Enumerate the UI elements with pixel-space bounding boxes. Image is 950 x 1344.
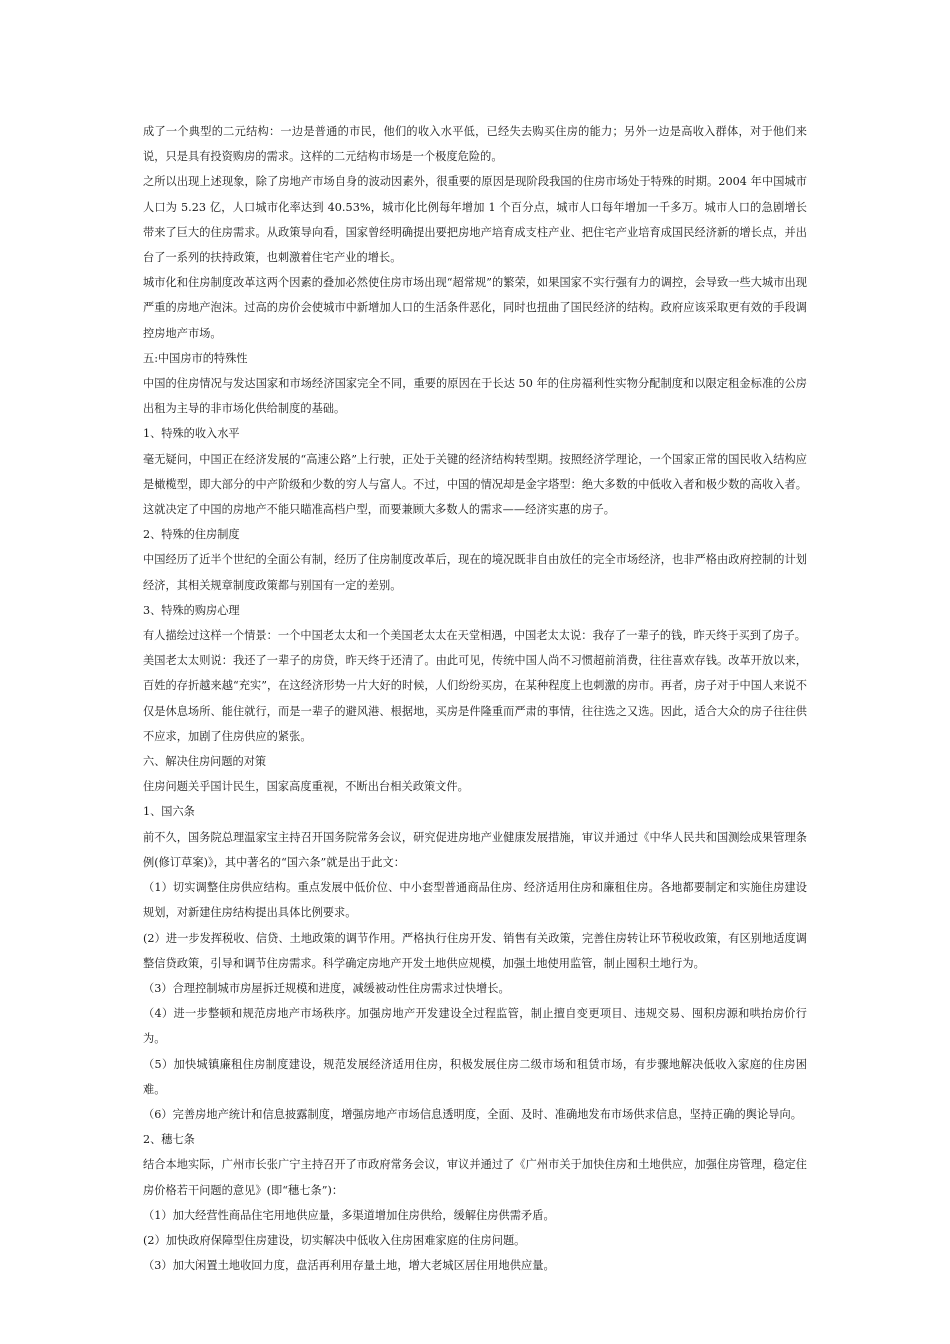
list-item-guo-2: (2）进一步发挥税收、信贷、土地政策的调节作用。严格执行住房开发、销售有关政策，完善住房转让环节税收政策，有区别地适度调整信贷政策，引导和调节住房需求。科学确定房地产开发土地供应规模，加强土地使用监管，制止囤积土地行为。: [143, 931, 807, 970]
paragraph-housing-bubble: 城市化和住房制度改革这两个因素的叠加必然使住房市场出现“超常规”的繁荣，如果国家不实行强有力的调控，会导致一些大城市出现严重的房地产泡沫。过高的房价会使城市中新增加人口的生活条件恶化，同时也扭曲了国民经济的结构。政府应该采取更有效的手段调控房地产市场。: [143, 276, 807, 340]
document-page: [143, 119, 807, 1278]
paragraph-policy-intro: 住房问题关乎国计民生，国家高度重视，不断出台相关政策文件。: [143, 780, 469, 794]
list-item-guo-5: （5）加快城镇廉租住房制度建设，规范发展经济适用住房，积极发展住房二级市场和租赁市场，有步骤地解决低收入家庭的住房困难。: [143, 1057, 807, 1096]
paragraph-urbanization-cause: 之所以出现上述现象，除了房地产市场自身的波动因素外，很重要的原因是现阶段我国的住房市场处于特殊的时期。2004 年中国城市人口为 5.23 亿，人口城市化率达到 40.53%，城市化比例每年增加 1 个百分点，城市人口每年增加一千多万。城市人口的急剧增长带来了巨大的住房需求。从政策导向看，国家曾经明确提出要把房地产培育成支柱产业、把住宅产业培育成国民经济新的增长点，并出台了一系列的扶持政策，也刺激着住宅产业的增长。: [143, 175, 807, 265]
subheading-guo-liu-tiao: 1、国六条: [143, 805, 195, 819]
paragraph-housing-system: 中国经历了近半个世纪的全面公有制，经历了住房制度改革后，现在的境况既非自由放任的完全市场经济，也非严格由政府控制的计划经济，其相关规章制度政策都与别国有一定的差别。: [143, 553, 807, 592]
subheading-buying-psychology: 3、特殊的购房心理: [143, 603, 240, 617]
paragraph-story-line: 有人描绘过这样一个情景：一个中国老太太和一个美国老太太在天堂相遇，中国老太太说：我存了一辈子的钱，昨天终于买到了房子。: [143, 629, 807, 643]
paragraph-guo-liu-tiao-intro: 前不久，国务院总理温家宝主持召开国务院常务会议，研究促进房地产业健康发展措施，审议并通过《中华人民共和国测绘成果管理条例(修订草案)》，其中著名的“国六条”就是出于此文：: [143, 830, 807, 869]
paragraph-income-level: 毫无疑问，中国正在经济发展的“高速公路”上行驶，正处于关键的经济结构转型期。按照经济学理论，一个国家正常的国民收入结构应是橄榄型，即大部分的中产阶级和少数的穷人与富人。不过，中国的情况却是金字塔型：绝大多数的中低收入者和极少数的高收入者。这就决定了中国的房地产不能只瞄准高档户型，而要兼顾大多数人的需求——经济实惠的房子。: [143, 452, 807, 517]
list-item-sui-1: （1）加大经营性商品住宅用地供应量，多渠道增加住房供给，缓解住房供需矛盾。: [143, 1208, 555, 1222]
list-item-sui-2: (2）加快政府保障型住房建设，切实解决中低收入住房困难家庭的住房问题。: [143, 1233, 526, 1247]
paragraph-china-housing: 中国的住房情况与发达国家和市场经济国家完全不同，重要的原因在于长达 50 年的住房福利性实物分配制度和以限定租金标准的公房出租为主导的非市场化供给制度的基础。: [143, 377, 807, 416]
list-item-guo-6: （6）完善房地产统计和信息披露制度，增强房地产市场信息透明度，全面、及时、准确地发布市场供求信息，坚持正确的舆论导向。: [143, 1107, 802, 1121]
section-heading-5: 五:中国房市的特殊性: [143, 351, 248, 365]
paragraph-buying-psychology: 美国老太太则说：我还了一辈子的房贷，昨天终于还清了。由此可见，传统中国人尚不习惯超前消费，往往喜欢存钱。改革开放以来，百姓的存折越来越“充实”，在这经济形势一片大好的时候，人们纷纷买房，在某种程度上也刺激的房市。再者，房子对于中国人来说不仅是休息场所、能住就行，而是一辈子的避风港、根据地，买房是件隆重而严肃的事情，往往选之又选。因此，适合大众的房子往往供不应求，加剧了住房供应的紧张。: [143, 654, 807, 743]
list-item-guo-4: （4）进一步整顿和规范房地产市场秩序。加强房地产开发建设全过程监管，制止擅自变更项目、违规交易、囤积房源和哄抬房价行为。: [143, 1007, 807, 1046]
paragraph-dual-structure: 成了一个典型的二元结构：一边是普通的市民，他们的收入水平低，已经失去购买住房的能力；另外一边是高收入群体，对于他们来说，只是具有投资购房的需求。这样的二元结构市场是一个极度危险的。: [143, 125, 807, 164]
paragraph-sui-qi-tiao-intro: 结合本地实际，广州市长张广宁主持召开了市政府常务会议，审议并通过了《广州市关于加快住房和土地供应，加强住房管理，稳定住房价格若干问题的意见》(即“穗七条”)：: [143, 1158, 807, 1197]
list-item-guo-3: （3）合理控制城市房屋拆迁规模和进度，减缓被动性住房需求过快增长。: [143, 981, 510, 995]
list-item-guo-1: （1）切实调整住房供应结构。重点发展中低价位、中小套型普通商品住房、经济适用住房和廉租住房。各地都要制定和实施住房建设规划，对新建住房结构提出具体比例要求。: [143, 881, 807, 920]
subheading-sui-qi-tiao: 2、穗七条: [143, 1133, 195, 1147]
section-heading-6: 六、解决住房问题的对策: [143, 755, 267, 769]
list-item-sui-3: （3）加大闲置土地收回力度，盘活再利用存量土地，增大老城区居住用地供应量。: [143, 1259, 555, 1273]
subheading-income-level: 1、特殊的收入水平: [143, 427, 240, 441]
subheading-housing-system: 2、特殊的住房制度: [143, 528, 240, 542]
